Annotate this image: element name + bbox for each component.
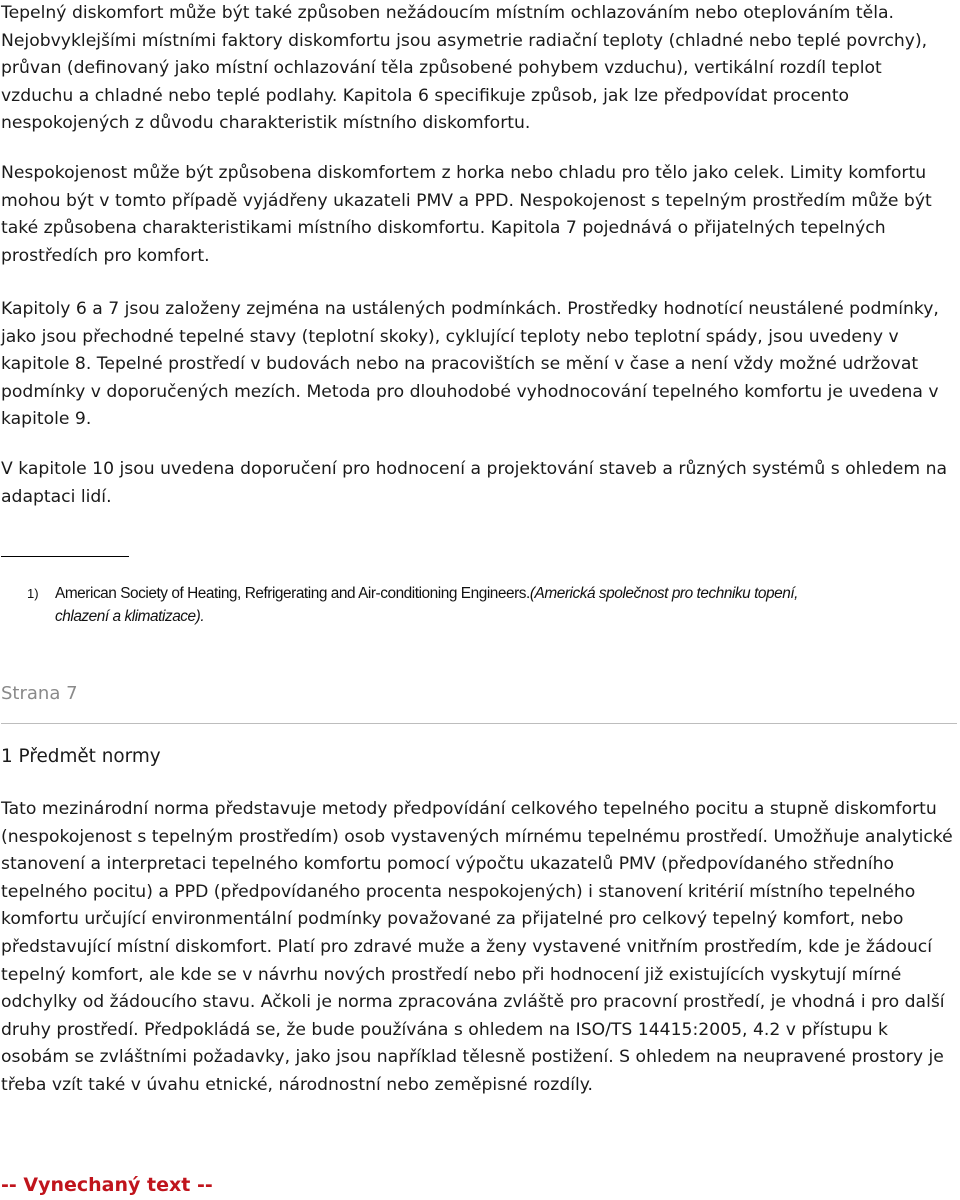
section-heading: 1 Předmět normy	[1, 746, 161, 767]
paragraph-adaptation: V kapitole 10 jsou uvedena doporučení pro hodnocení a projektování staveb a různých systémů s ohledem na adaptaci lidí.	[1, 459, 948, 507]
paragraph-steady-state: Kapitoly 6 a 7 jsou založeny zejména na ustálených podmínkách. Prostředky hodnotící neustálené podmínky, jako jsou přechodné tepelné stavy (teplotní skoky), cyklující teploty nebo teplotní spády, jsou uvedeny v kapitole 8. Tepelné prostředí v budovách nebo na pracovištích se mění v čase a není vždy možné udržovat podmínky v doporučených mezích. Metoda pro dlouhodobé vyhodnocování tepelného komfortu je uvedena v kapitole 9.	[1, 299, 939, 430]
omitted-text-marker: -- Vynechaný text --	[1, 1174, 213, 1196]
paragraph-local-discomfort: Tepelný diskomfort může být také způsoben nežádoucím místním ochlazováním nebo oteplováním těla. Nejobvyklejšími místními faktory diskomfortu jsou asymetrie radiační teploty (chladné nebo teplé povrchy), průvan (definovaný jako místní ochlazování těla způsobené pohybem vzduchu), vertikální rozdíl teplot vzduchu a chladné nebo teplé podlahy. Kapitola 6 specifikuje způsob, jak lze předpovídat procento nespokojených z důvodu charakteristik místního diskomfortu.	[1, 3, 928, 134]
footnote-translation-continued: chlazení a klimatizace).	[55, 607, 205, 625]
paragraph-dissatisfaction: Nespokojenost může být způsobena diskomfortem z horka nebo chladu pro tělo jako celek. Limity komfortu mohou být v tomto případě vyjádřeny ukazateli PMV a PPD. Nespokojenost s tepelným prostředím může být také způsobena charakteristikami místního diskomfortu. Kapitola 7 pojednává o přijatelných tepelných prostředích pro komfort.	[1, 163, 932, 266]
footnote-text: American Society of Heating, Refrigerating and Air-conditioning Engineers.	[55, 585, 530, 602]
footnote-number: 1)	[27, 586, 39, 601]
page-number-label: Strana 7	[1, 683, 78, 704]
footnote	[1, 583, 959, 628]
page-divider	[1, 723, 957, 724]
paragraph-scope: Tato mezinárodní norma představuje metody předpovídání celkového tepelného pocitu a stupně diskomfortu (nespokojenost s tepelným prostředím) osob vystavených mírnému tepelnému prostředí. Umožňuje analytické stanovení a interpretaci tepelného komfortu pomocí výpočtu ukazatelů PMV (předpovídaného středního tepelného pocitu) a PPD (předpovídaného procenta nespokojených) i stanovení kritérií místního tepelného komfortu určující environmentální podmínky považované za přijatelné pro celkový tepelný komfort, nebo představující místní diskomfort. Platí pro zdravé muže a ženy vystavené vnitřním prostředím, kde je žádoucí tepelný komfort, ale kde se v návrhu nových prostředí nebo při hodnocení již existujících vyskytují mírné odchylky od žádoucího stavu. Ačkoli je norma zpracována zvláště pro pracovní prostředí, je vhodná i pro další druhy prostředí. Předpokládá se, že bude používána s ohledem na ISO/TS 14415:2005, 4.2 v přístupu k osobám se zvláštními požadavky, jako jsou například tělesně postižení. S ohledem na neupravené prostory je třeba vzít také v úvahu etnické, národnostní nebo zeměpisné rozdíly.	[1, 799, 953, 1095]
footnote-separator	[1, 556, 129, 557]
footnote-translation: (Americká společnost pro techniku topení,	[529, 585, 799, 602]
